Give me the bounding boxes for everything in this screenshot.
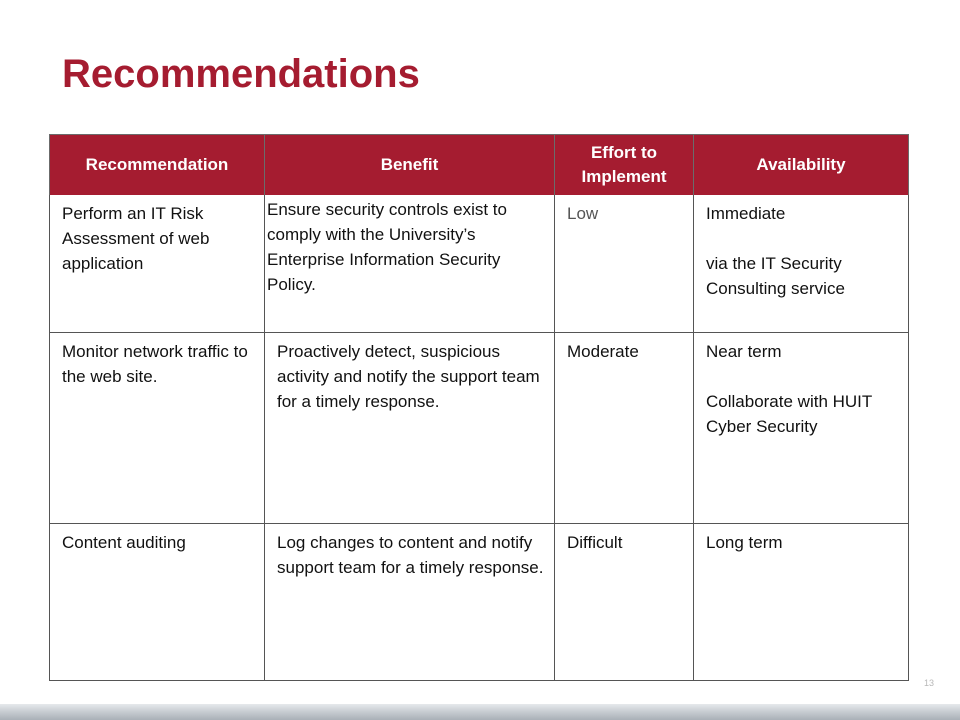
effort-text: Difficult: [567, 533, 623, 552]
cell-effort: [555, 524, 694, 681]
cell-availability: [694, 195, 909, 333]
availability-primary: Near term: [706, 342, 782, 361]
cell-effort: [555, 195, 694, 333]
cell-recommendation: [50, 333, 265, 524]
benefit-text: Proactively detect, suspicious activity and notify the support team for a timely response.: [277, 342, 540, 411]
effort-text: Low: [567, 204, 599, 223]
recommendation-text: Monitor network traffic to the web site.: [62, 342, 248, 386]
benefit-text: Ensure security controls exist to comply with the University’s Enterprise Information Security Policy.: [267, 200, 507, 294]
cell-recommendation: [50, 524, 265, 681]
header-effort: Effort to Implement: [555, 135, 694, 196]
availability-primary: Long term: [706, 533, 783, 552]
slide-title: Recommendations: [62, 52, 420, 96]
table-row: [50, 524, 909, 681]
table-row: [50, 333, 909, 524]
cell-benefit: [265, 333, 555, 524]
recommendation-text: Perform an IT Risk Assessment of web application: [62, 204, 210, 273]
header-availability: Availability: [694, 135, 909, 196]
cell-availability: [694, 333, 909, 524]
table-row: [50, 195, 909, 333]
availability-secondary: via the IT Security Consulting service: [706, 254, 845, 298]
page-number: 13: [924, 678, 935, 688]
recommendations-table: [49, 134, 909, 681]
cell-benefit: [265, 195, 555, 333]
cell-benefit: [265, 524, 555, 681]
cell-availability: [694, 524, 909, 681]
header-benefit: Benefit: [265, 135, 555, 196]
recommendation-text: Content auditing: [62, 533, 186, 552]
footer-bar: [0, 704, 960, 720]
table-header-row: [50, 135, 909, 196]
benefit-text: Log changes to content and notify support team for a timely response.: [277, 533, 544, 577]
header-recommendation: Recommendation: [50, 135, 265, 196]
availability-primary: Immediate: [706, 204, 786, 223]
availability-secondary: Collaborate with HUIT Cyber Security: [706, 392, 872, 436]
effort-text: Moderate: [567, 342, 639, 361]
cell-effort: [555, 333, 694, 524]
cell-recommendation: [50, 195, 265, 333]
